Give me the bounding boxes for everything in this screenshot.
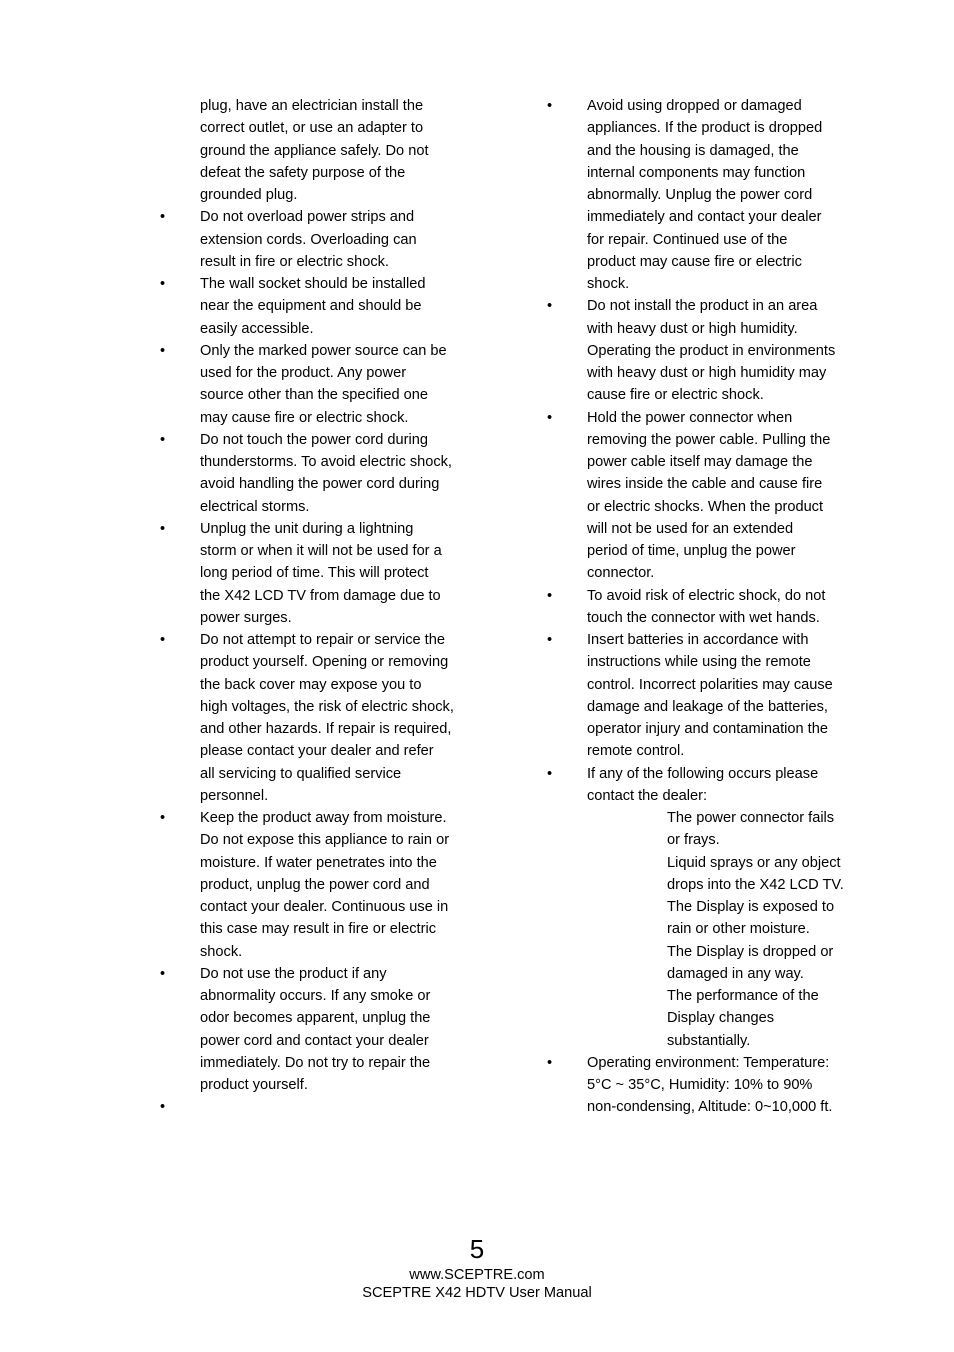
bullet-icon: • xyxy=(547,98,553,114)
list-item-line xyxy=(160,496,480,518)
list-item-line xyxy=(547,140,867,162)
list-item-text: power cable itself may damage the xyxy=(587,454,813,470)
bullet-icon: • xyxy=(160,276,166,292)
list-item-line xyxy=(160,585,480,607)
list-item-line xyxy=(160,718,480,740)
list-item-text: The wall socket should be installed xyxy=(200,276,426,292)
bullet-icon: • xyxy=(160,342,166,359)
list-item-line xyxy=(160,807,480,829)
list-item-line xyxy=(160,251,480,273)
list-item-text: Do not overload power strips and xyxy=(200,209,415,226)
list-item-line xyxy=(160,340,480,362)
list-item-line xyxy=(160,763,480,785)
list-item-text: Do not install the product in an area xyxy=(587,298,818,315)
list-item-text: shock. xyxy=(200,943,243,960)
list-item-line xyxy=(547,1074,867,1096)
list-item-line xyxy=(547,585,867,607)
list-item-text: the X42 LCD TV from damage due to xyxy=(200,587,441,604)
list-item-text: defeat the safety purpose of the xyxy=(200,164,406,181)
sub-list-line xyxy=(547,852,867,874)
list-item-text: operator injury and contamination the xyxy=(587,721,828,737)
list-item-line xyxy=(160,651,480,673)
list-item-line xyxy=(547,295,867,317)
list-item-text: To avoid risk of electric shock, do not xyxy=(587,587,826,604)
bullet-icon: • xyxy=(160,209,166,226)
list-item-text: Do not touch the power cord during xyxy=(200,431,428,448)
sub-list-line xyxy=(547,829,867,851)
list-item-text: and the housing is damaged, the xyxy=(587,142,799,159)
list-item-line xyxy=(547,407,867,429)
list-item-text: used for the product. Any power xyxy=(200,365,407,381)
list-item-line xyxy=(547,1096,867,1118)
bullet-icon: • xyxy=(160,965,166,982)
list-item-text: The Display is dropped or xyxy=(667,943,834,960)
bullet-icon: • xyxy=(547,587,553,604)
list-item-line xyxy=(547,184,867,206)
list-item-text: storm or when it will not be used for a xyxy=(200,543,442,559)
list-item-text: non-condensing, Altitude: 0~10,000 ft. xyxy=(587,1099,833,1116)
list-item-text: internal components may function xyxy=(587,164,806,181)
list-item-line xyxy=(160,273,480,295)
list-item-line xyxy=(160,562,480,584)
list-item-text: Hold the power connector when xyxy=(587,409,793,426)
bullet-icon: • xyxy=(160,1099,166,1116)
list-item-text: appliances. If the product is dropped xyxy=(587,120,823,137)
list-item-line xyxy=(160,785,480,807)
list-item-line xyxy=(547,718,867,740)
list-item-line xyxy=(547,696,867,718)
list-item-text: power cord and contact your dealer xyxy=(200,1032,429,1049)
list-item-line xyxy=(547,674,867,696)
list-item-line xyxy=(160,1074,480,1096)
list-item-text: or frays. xyxy=(667,832,720,849)
list-item-line xyxy=(160,1096,480,1118)
list-item-text: source other than the specified one xyxy=(200,387,428,404)
list-item-line xyxy=(160,740,480,762)
list-item-text: for repair. Continued use of the xyxy=(587,231,788,248)
list-item-line xyxy=(160,1052,480,1074)
list-item-line xyxy=(547,496,867,518)
bullet-icon: • xyxy=(547,765,553,782)
list-item-line xyxy=(547,473,867,495)
list-item-line xyxy=(160,229,480,251)
list-item-text: product yourself. xyxy=(200,1077,308,1093)
list-item-line xyxy=(547,318,867,340)
list-item-line xyxy=(160,184,480,206)
right-column xyxy=(547,95,867,1119)
list-item-line xyxy=(160,985,480,1007)
sub-list-line xyxy=(547,874,867,896)
sub-list-line xyxy=(547,941,867,963)
list-item-text: Operating the product in environments xyxy=(587,342,836,359)
list-item-line xyxy=(547,740,867,762)
list-item-text: abnormality occurs. If any smoke or xyxy=(200,988,431,1004)
list-item-text: Operating environment: Temperature: xyxy=(587,1054,830,1071)
list-item-line xyxy=(160,473,480,495)
list-item-text: abnormally. Unplug the power cord xyxy=(587,187,813,203)
sub-list-line xyxy=(547,1007,867,1029)
list-item-text: extension cords. Overloading can xyxy=(200,231,417,248)
list-item-text: The power connector fails xyxy=(667,810,835,826)
list-item-line xyxy=(160,384,480,406)
list-item-line xyxy=(547,206,867,228)
list-item-line xyxy=(547,562,867,584)
list-item-text: The Display is exposed to xyxy=(667,899,835,915)
list-item-text: easily accessible. xyxy=(200,320,314,337)
list-item-text: plug, have an electrician install the xyxy=(200,98,424,114)
list-item-line xyxy=(160,607,480,629)
list-item-text: Only the marked power source can be xyxy=(200,342,447,359)
list-item-text: Do not use the product if any xyxy=(200,965,387,982)
list-item-line xyxy=(160,874,480,896)
list-item-text: electrical storms. xyxy=(200,498,310,515)
bullet-icon: • xyxy=(547,409,553,426)
list-item-text: or electric shocks. When the product xyxy=(587,498,824,515)
list-item-line xyxy=(547,540,867,562)
list-item-line xyxy=(160,95,480,117)
list-item-text: product yourself. Opening or removing xyxy=(200,654,449,671)
list-item-line xyxy=(160,295,480,317)
list-item-line xyxy=(160,140,480,162)
list-item-text: period of time, unplug the power xyxy=(587,543,796,559)
list-item-line xyxy=(160,429,480,451)
list-item-text: rain or other moisture. xyxy=(667,921,810,938)
list-item-line xyxy=(160,162,480,184)
list-item-text: correct outlet, or use an adapter to xyxy=(200,120,424,137)
list-item-text: power surges. xyxy=(200,609,292,626)
list-item-text: 5°C ~ 35°C, Humidity: 10% to 90% xyxy=(587,1077,813,1093)
list-item-line xyxy=(160,674,480,696)
list-item-text: thunderstorms. To avoid electric shock, xyxy=(200,454,452,470)
list-item-text: touch the connector with wet hands. xyxy=(587,609,820,626)
list-item-text: Avoid using dropped or damaged xyxy=(587,98,802,114)
list-item-text: will not be used for an extended xyxy=(587,520,794,537)
list-item-text: Liquid sprays or any object xyxy=(667,854,841,871)
list-item-text: contact your dealer. Continuous use in xyxy=(200,899,449,915)
list-item-text: with heavy dust or high humidity may xyxy=(587,365,827,381)
list-item-text: result in fire or electric shock. xyxy=(200,253,389,270)
list-item-line xyxy=(547,273,867,295)
list-item-text: The performance of the xyxy=(667,988,819,1004)
sub-list-line xyxy=(547,1030,867,1052)
list-item-text: may cause fire or electric shock. xyxy=(200,409,409,426)
list-item-text: shock. xyxy=(587,276,630,292)
list-item-line xyxy=(160,451,480,473)
list-item-line xyxy=(547,451,867,473)
list-item-text: If any of the following occurs please xyxy=(587,765,819,782)
list-item-line xyxy=(160,696,480,718)
list-item-text: Insert batteries in accordance with xyxy=(587,632,809,648)
list-item-text: Keep the product away from moisture. xyxy=(200,810,447,826)
sub-list-line xyxy=(547,807,867,829)
list-item-line xyxy=(160,829,480,851)
list-item-line xyxy=(547,95,867,117)
list-item-text: this case may result in fire or electric xyxy=(200,921,437,938)
sub-list-line xyxy=(547,985,867,1007)
list-item-text: removing the power cable. Pulling the xyxy=(587,431,831,448)
list-item-text: Unplug the unit during a lightning xyxy=(200,520,414,537)
list-item-text: product may cause fire or electric xyxy=(587,253,802,270)
bullet-icon: • xyxy=(160,632,166,648)
list-item-text: avoid handling the power cord during xyxy=(200,476,440,493)
list-item-line xyxy=(160,918,480,940)
manual-title: SCEPTRE X42 HDTV User Manual xyxy=(362,1285,592,1301)
list-item-line xyxy=(160,206,480,228)
list-item-line xyxy=(547,629,867,651)
list-item-line xyxy=(547,340,867,362)
list-item-text: odor becomes apparent, unplug the xyxy=(200,1010,431,1027)
list-item-line xyxy=(160,1007,480,1029)
list-item-line xyxy=(160,852,480,874)
list-item-line xyxy=(160,941,480,963)
list-item-text: Do not attempt to repair or service the xyxy=(200,632,445,648)
list-item-text: Display changes xyxy=(667,1010,775,1027)
list-item-text: product, unplug the power cord and xyxy=(200,876,430,893)
list-item-line xyxy=(547,362,867,384)
list-item-text: long period of time. This will protect xyxy=(200,565,429,582)
bullet-icon: • xyxy=(160,520,166,537)
list-item-line xyxy=(160,117,480,139)
list-item-text: high voltages, the risk of electric shock, xyxy=(200,698,454,715)
list-item-line xyxy=(160,318,480,340)
list-item-text: with heavy dust or high humidity. xyxy=(587,320,798,337)
list-item-text: ground the appliance safely. Do not xyxy=(200,142,429,159)
list-item-line xyxy=(160,362,480,384)
list-item-line xyxy=(160,629,480,651)
list-item-text: Do not expose this appliance to rain or xyxy=(200,832,450,849)
list-item-text: the back cover may expose you to xyxy=(200,676,422,693)
bullet-icon: • xyxy=(547,1054,553,1071)
list-item-line xyxy=(547,229,867,251)
list-item-line xyxy=(160,518,480,540)
list-item-line xyxy=(160,963,480,985)
sub-list-line xyxy=(547,918,867,940)
left-column xyxy=(160,95,480,1119)
list-item-text: drops into the X42 LCD TV. xyxy=(667,876,844,893)
list-item-text: please contact your dealer and refer xyxy=(200,743,434,760)
website-url: www.SCEPTRE.com xyxy=(409,1267,545,1283)
list-item-line xyxy=(160,407,480,429)
list-item-text: damage and leakage of the batteries, xyxy=(587,698,828,715)
list-item-line xyxy=(547,117,867,139)
list-item-line xyxy=(547,429,867,451)
list-item-text: grounded plug. xyxy=(200,187,298,203)
list-item-line xyxy=(160,540,480,562)
list-item-line xyxy=(547,1052,867,1074)
list-item-line xyxy=(160,896,480,918)
list-item-line xyxy=(547,651,867,673)
list-item-text: substantially. xyxy=(667,1032,751,1049)
list-item-text: immediately. Do not try to repair the xyxy=(200,1054,431,1071)
list-item-text: cause fire or electric shock. xyxy=(587,387,764,404)
sub-list-line xyxy=(547,896,867,918)
list-item-line xyxy=(547,785,867,807)
list-item-text: immediately and contact your dealer xyxy=(587,209,822,226)
list-item-text: instructions while using the remote xyxy=(587,654,811,671)
list-item-text: connector. xyxy=(587,565,655,582)
list-item-line xyxy=(547,384,867,406)
list-item-text: wires inside the cable and cause fire xyxy=(587,476,823,493)
sub-list-line xyxy=(547,963,867,985)
list-item-line xyxy=(547,607,867,629)
list-item-line xyxy=(547,763,867,785)
bullet-icon: • xyxy=(160,431,166,448)
bullet-icon: • xyxy=(160,810,166,826)
page-number: 5 xyxy=(469,1234,485,1264)
list-item-line xyxy=(547,518,867,540)
list-item-text: damaged in any way. xyxy=(667,965,804,982)
list-item-text: remote control. xyxy=(587,743,685,760)
list-item-text: control. Incorrect polarities may cause xyxy=(587,676,833,693)
bullet-icon: • xyxy=(547,632,553,648)
list-item-text: near the equipment and should be xyxy=(200,298,422,315)
list-item-line xyxy=(160,1030,480,1052)
list-item-line xyxy=(547,251,867,273)
list-item-text: moisture. If water penetrates into the xyxy=(200,854,437,871)
list-item-text: all servicing to qualified service xyxy=(200,765,402,782)
bullet-icon: • xyxy=(547,298,553,315)
list-item-text: contact the dealer: xyxy=(587,787,708,804)
list-item-text: and other hazards. If repair is required, xyxy=(200,721,452,737)
list-item-line xyxy=(547,162,867,184)
list-item-text: personnel. xyxy=(200,787,269,804)
